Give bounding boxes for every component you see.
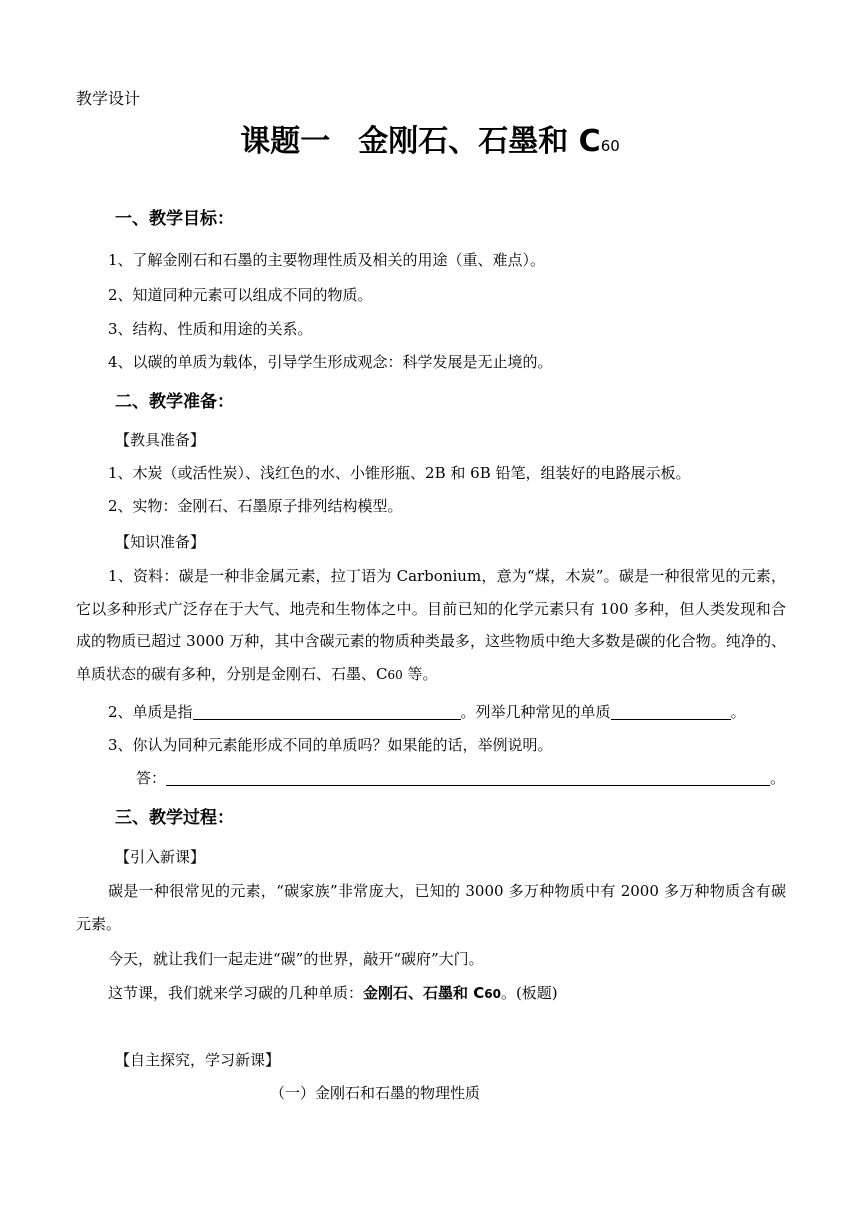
blank-definition[interactable] xyxy=(193,703,461,720)
part-1-heading: （一）金刚石和石墨的物理性质 xyxy=(270,1084,481,1102)
lesson-end: 。(板题) xyxy=(500,984,558,1002)
c60-subscript: 60 xyxy=(387,667,403,682)
knowledge-paragraph-text: 1、资料：碳是一种非金属元素，拉丁语为 Carbonium，意为“煤，木炭”。碳是一种很常见的元素，它以多种形式广泛存在于大气、地壳和生物体之中。目前已知的化学元素只有 100 多种，但人类发现和合成的物质已超过 3000 万种，其中含碳元素的物质种类最多，这些物质中绝大多数是碳的化合物。纯净的、单质状态的碳有多种，分别是金刚石、石墨、C xyxy=(76,567,786,683)
page-title xyxy=(0,122,860,166)
question-2-end: 。 xyxy=(730,703,746,721)
doc-label: 教学设计 xyxy=(76,89,141,108)
question-2-start: 2、单质是指 xyxy=(108,703,193,721)
section-heading-preparation: 二、教学准备： xyxy=(115,392,234,412)
lesson-start: 这节课，我们就来学习碳的几种单质： xyxy=(108,984,364,1002)
tools-item-2: 2、实物：金刚石、石墨原子排列结构模型。 xyxy=(108,497,403,515)
question-2 xyxy=(108,701,746,723)
answer-end: 。 xyxy=(770,769,786,787)
question-3: 3、你认为同种元素能形成不同的单质吗？如果能的话，举例说明。 xyxy=(108,736,553,754)
blank-examples[interactable] xyxy=(611,703,731,720)
lesson-topic: 金刚石、石墨和 C xyxy=(363,984,485,1002)
answer-line xyxy=(136,767,785,789)
question-2-mid: 。列举几种常见的单质 xyxy=(460,703,611,721)
intro-paragraph: 碳是一种很常见的元素，“碳家族”非常庞大，已知的 3000 多万种物质中有 2000 多万种物质含有碳元素。 xyxy=(76,882,786,933)
today-line: 今天，就让我们一起走进“碳”的世界，敲开“碳府”大门。 xyxy=(108,950,484,968)
objective-item-3: 3、结构、性质和用途的关系。 xyxy=(108,320,313,338)
objective-item-1: 1、了解金刚石和石墨的主要物理性质及相关的用途（重、难点）。 xyxy=(108,251,546,269)
tools-item-1: 1、木炭（或活性炭）、浅红色的水、小锥形瓶、2B 和 6B 铅笔，组装好的电路展示板。 xyxy=(108,464,691,482)
lesson-line xyxy=(108,982,558,1005)
intro-label: 【引入新课】 xyxy=(115,848,206,866)
knowledge-paragraph xyxy=(76,560,786,691)
section-heading-objectives: 一、教学目标： xyxy=(115,209,234,229)
knowledge-paragraph-end: 等。 xyxy=(402,664,438,683)
explore-label: 【自主探究，学习新课】 xyxy=(115,1051,281,1069)
objective-item-4: 4、以碳的单质为载体，引导学生形成观念：科学发展是无止境的。 xyxy=(108,353,553,371)
lesson-subscript: 60 xyxy=(484,987,501,1001)
objective-item-2: 2、知道同种元素可以组成不同的物质。 xyxy=(108,286,373,304)
title-main: 课题一 xyxy=(240,124,331,159)
answer-label: 答： xyxy=(136,769,167,787)
title-subscript: 60 xyxy=(600,137,620,155)
knowledge-label: 【知识准备】 xyxy=(115,533,206,551)
tools-label: 【教具准备】 xyxy=(115,431,206,449)
section-heading-process: 三、教学过程： xyxy=(115,808,234,828)
title-rest: 金刚石、石墨和 C xyxy=(358,124,601,159)
blank-answer[interactable] xyxy=(166,769,770,786)
